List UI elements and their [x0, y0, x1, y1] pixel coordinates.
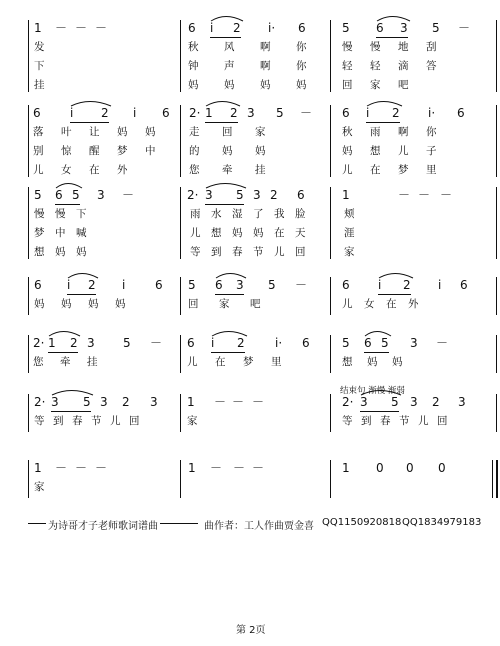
lyric-char: 女 — [364, 298, 375, 310]
slur — [211, 329, 249, 337]
slur — [205, 99, 242, 107]
note: 5 — [381, 336, 389, 350]
lyric-char: 想 — [211, 227, 222, 239]
note: 1 — [188, 461, 196, 475]
lyric-char: 发 — [34, 41, 45, 53]
lyric-char: 中 — [145, 145, 156, 157]
footer-credit: 为诗哥才子老师歌词谱曲 — [46, 517, 160, 532]
lyric-char: 惊 — [61, 145, 72, 157]
lyric-char: 节 — [399, 415, 410, 427]
note: － — [95, 21, 108, 35]
note: 6 — [376, 21, 384, 35]
lyric-char: 啊 — [260, 41, 271, 53]
barline — [180, 277, 181, 315]
note: i — [210, 21, 214, 35]
lyric-char: 儿 — [187, 356, 198, 368]
note: － — [295, 278, 308, 292]
lyric-char: 儿 — [398, 145, 409, 157]
slur — [210, 14, 245, 22]
barline — [330, 105, 331, 177]
lyric-char: 下 — [76, 208, 87, 220]
barline — [330, 335, 331, 373]
note: 6 — [215, 278, 223, 292]
lyric-char: 儿 — [418, 415, 429, 427]
lyric-char: 到 — [53, 415, 64, 427]
note: 6 — [187, 336, 195, 350]
note: 6 — [457, 106, 465, 120]
lyric-char: 梦 — [243, 356, 254, 368]
note: i — [70, 106, 74, 120]
note: － — [95, 461, 108, 475]
lyric-char: 在 — [386, 298, 397, 310]
lyric-char: 想 — [370, 145, 381, 157]
lyric-char: 落 — [33, 126, 44, 138]
note: 5 — [72, 188, 80, 202]
lyric-char: 家 — [34, 481, 45, 493]
note: 6 — [460, 278, 468, 292]
barline — [330, 277, 331, 315]
note: 6 — [188, 21, 196, 35]
lyric-char: 下 — [34, 60, 45, 72]
lyric-char: 别 — [33, 145, 44, 157]
note: 3 — [97, 188, 105, 202]
lyric-char: 节 — [253, 246, 264, 258]
note: i· — [275, 336, 283, 350]
note: 1 — [342, 461, 350, 475]
note: 0 — [406, 461, 414, 475]
barline — [28, 460, 29, 498]
lyric-char: 牵 — [60, 356, 71, 368]
barline — [180, 394, 181, 432]
lyric-char: 梦 — [398, 164, 409, 176]
barline — [496, 20, 497, 92]
lyric-char: 子 — [426, 145, 437, 157]
lyric-char: 家 — [370, 79, 381, 91]
lyric-char: 梦 — [34, 227, 45, 239]
note: － — [458, 21, 471, 35]
slur — [70, 99, 113, 107]
lyric-char: 地 — [398, 41, 409, 53]
barline — [180, 187, 181, 259]
note: 0 — [376, 461, 384, 475]
note: i — [438, 278, 442, 292]
note: － — [55, 461, 68, 475]
beam-underline — [364, 352, 389, 353]
beam-underline — [366, 122, 400, 123]
slur — [48, 329, 82, 337]
barline — [330, 20, 331, 92]
slur — [67, 271, 100, 279]
lyric-char: 妈 — [188, 79, 199, 91]
beam-underline — [55, 204, 80, 205]
barline — [496, 187, 497, 259]
note: － — [210, 461, 223, 475]
lyric-char: 声 — [224, 60, 235, 72]
lyric-char: 你 — [296, 60, 307, 72]
note: － — [436, 336, 449, 350]
note: － — [300, 106, 313, 120]
lyric-char: 女 — [61, 164, 72, 176]
lyric-char: 儿 — [342, 164, 353, 176]
note: 3 — [410, 395, 418, 409]
lyric-char: 梦 — [117, 145, 128, 157]
note: 5 — [83, 395, 91, 409]
footer-qq2: QQ1834979183 — [402, 517, 482, 528]
lyric-char: 妈 — [224, 79, 235, 91]
note: 2 — [237, 336, 245, 350]
lyric-char: 在 — [215, 356, 226, 368]
note: － — [440, 188, 453, 202]
slur — [376, 14, 412, 22]
note: i — [366, 106, 370, 120]
note: － — [232, 395, 245, 409]
lyric-char: 妈 — [115, 298, 126, 310]
lyric-char: 刮 — [426, 41, 437, 53]
lyric-char: 挂 — [255, 164, 266, 176]
slur — [55, 181, 84, 189]
page-number: 第 2页 — [236, 625, 266, 636]
note: 3 — [150, 395, 158, 409]
barline — [180, 460, 181, 498]
lyric-char: 儿 — [274, 246, 285, 258]
beam-underline — [215, 294, 244, 295]
note: 5 — [236, 188, 244, 202]
lyric-char: 家 — [255, 126, 266, 138]
lyric-char: 慢 — [370, 41, 381, 53]
note: 5 — [123, 336, 131, 350]
lyric-char: 春 — [72, 415, 83, 427]
slur — [364, 329, 393, 337]
note: i· — [268, 21, 276, 35]
lyric-char: 妈 — [88, 298, 99, 310]
note: 6 — [364, 336, 372, 350]
lyric-char: 挂 — [87, 356, 98, 368]
lyric-char: 家 — [187, 415, 198, 427]
note: － — [418, 188, 431, 202]
lyric-char: 了 — [253, 208, 264, 220]
lyric-char: 您 — [189, 164, 200, 176]
beam-underline — [378, 294, 411, 295]
note: 3 — [51, 395, 59, 409]
note: i· — [428, 106, 436, 120]
note: 6 — [162, 106, 170, 120]
note: 6 — [302, 336, 310, 350]
lyric-char: 回 — [188, 298, 199, 310]
beam-underline — [205, 122, 238, 123]
lyric-char: 妈 — [117, 126, 128, 138]
note: 3 — [360, 395, 368, 409]
barline — [496, 277, 497, 315]
beam-underline — [70, 122, 109, 123]
lyric-char: 湿 — [232, 208, 243, 220]
lyric-char: 醒 — [89, 145, 100, 157]
lyric-char: 回 — [295, 246, 306, 258]
note: 6 — [297, 188, 305, 202]
lyric-char: 妈 — [76, 246, 87, 258]
note: 0 — [438, 461, 446, 475]
note: 2· — [342, 395, 354, 409]
lyric-char: 儿 — [33, 164, 44, 176]
beam-underline — [67, 294, 96, 295]
lyric-char: 涯 — [344, 227, 355, 239]
lyric-char: 回 — [129, 415, 140, 427]
note: 2· — [187, 188, 199, 202]
note: 2· — [33, 336, 45, 350]
note: 2 — [122, 395, 130, 409]
note: 3 — [253, 188, 261, 202]
note: 6 — [55, 188, 63, 202]
note: 3 — [458, 395, 466, 409]
lyric-char: 秋 — [342, 126, 353, 138]
lyric-char: 啊 — [260, 60, 271, 72]
note: 1 — [205, 106, 213, 120]
note: 2· — [189, 106, 201, 120]
note: 5 — [342, 336, 350, 350]
lyric-char: 吧 — [250, 298, 261, 310]
lyric-char: 我 — [274, 208, 285, 220]
beam-underline — [360, 411, 399, 412]
note: 5 — [391, 395, 399, 409]
lyric-char: 到 — [361, 415, 372, 427]
lyric-char: 在 — [370, 164, 381, 176]
lyric-char: 妈 — [61, 298, 72, 310]
lyric-char: 脸 — [295, 208, 306, 220]
lyric-char: 走 — [189, 126, 200, 138]
lyric-char: 啊 — [398, 126, 409, 138]
slur — [51, 388, 95, 396]
note: － — [75, 461, 88, 475]
lyric-char: 妈 — [34, 298, 45, 310]
note: － — [122, 188, 135, 202]
lyric-char: 里 — [426, 164, 437, 176]
note: 6 — [33, 106, 41, 120]
lyric-char: 答 — [426, 60, 437, 72]
note: 5 — [188, 278, 196, 292]
lyric-char: 等 — [190, 246, 201, 258]
lyric-char: 的 — [189, 145, 200, 157]
barline — [28, 394, 29, 432]
barline — [28, 20, 29, 92]
beam-underline — [205, 204, 244, 205]
note: 3 — [87, 336, 95, 350]
lyric-char: 妈 — [145, 126, 156, 138]
barline — [496, 394, 497, 432]
beam-underline — [48, 352, 78, 353]
note: 2 — [70, 336, 78, 350]
lyric-char: 风 — [224, 41, 235, 53]
lyric-char: 颊 — [344, 208, 355, 220]
lyric-char: 儿 — [190, 227, 201, 239]
lyric-char: 慢 — [342, 41, 353, 53]
note: 3 — [247, 106, 255, 120]
barline — [180, 20, 181, 92]
lyric-char: 春 — [380, 415, 391, 427]
lyric-char: 中 — [55, 227, 66, 239]
lyric-char: 想 — [342, 356, 353, 368]
note: 3 — [100, 395, 108, 409]
slur — [205, 181, 248, 189]
barline — [330, 460, 331, 498]
beam-underline — [51, 411, 91, 412]
note: i — [67, 278, 71, 292]
note: i — [133, 106, 137, 120]
lyric-char: 慢 — [55, 208, 66, 220]
barline — [180, 335, 181, 373]
lyric-char: 等 — [342, 415, 353, 427]
note: 2 — [432, 395, 440, 409]
lyric-char: 雨 — [370, 126, 381, 138]
lyric-char: 你 — [426, 126, 437, 138]
lyric-char: 轻 — [342, 60, 353, 72]
note: 2 — [233, 21, 241, 35]
lyric-char: 节 — [91, 415, 102, 427]
note: 1 — [34, 21, 42, 35]
lyric-char: 天 — [295, 227, 306, 239]
beam-underline — [210, 37, 241, 38]
note: 2 — [403, 278, 411, 292]
lyric-char: 在 — [274, 227, 285, 239]
note: 6 — [342, 106, 350, 120]
barline — [330, 394, 331, 432]
lyric-char: 家 — [344, 246, 355, 258]
note: 5 — [34, 188, 42, 202]
note: 1 — [34, 461, 42, 475]
lyric-char: 你 — [296, 41, 307, 53]
lyric-char: 秋 — [188, 41, 199, 53]
note: － — [150, 336, 163, 350]
barline — [496, 460, 498, 498]
note: 2 — [230, 106, 238, 120]
slur — [378, 271, 415, 279]
lyric-char: 喊 — [76, 227, 87, 239]
final-barline-thin — [492, 460, 493, 498]
note: － — [398, 188, 411, 202]
barline — [496, 335, 497, 373]
beam-underline — [376, 37, 408, 38]
lyric-char: 挂 — [34, 79, 45, 91]
note: 5 — [268, 278, 276, 292]
note: 3 — [400, 21, 408, 35]
lyric-char: 吧 — [398, 79, 409, 91]
note: i — [378, 278, 382, 292]
lyric-char: 妈 — [392, 356, 403, 368]
note: 1 — [48, 336, 56, 350]
note: 3 — [410, 336, 418, 350]
note: 5 — [342, 21, 350, 35]
lyric-char: 让 — [89, 126, 100, 138]
barline — [330, 187, 331, 259]
note: － — [252, 461, 265, 475]
note: i — [122, 278, 126, 292]
lyric-char: 到 — [211, 246, 222, 258]
lyric-char: 家 — [219, 298, 230, 310]
lyric-char: 妈 — [222, 145, 233, 157]
lyric-char: 妈 — [367, 356, 378, 368]
note: － — [233, 461, 246, 475]
beam-underline — [211, 352, 245, 353]
lyric-char: 水 — [211, 208, 222, 220]
lyric-char: 轻 — [370, 60, 381, 72]
note: 2 — [101, 106, 109, 120]
note: 1 — [342, 188, 350, 202]
note: － — [75, 21, 88, 35]
footer-qq1: QQ1150920818 — [322, 517, 402, 528]
note: － — [252, 395, 265, 409]
note: 6 — [298, 21, 306, 35]
barline — [496, 105, 497, 177]
lyric-char: 外 — [117, 164, 128, 176]
lyric-char: 牵 — [222, 164, 233, 176]
note: i — [211, 336, 215, 350]
note: 5 — [432, 21, 440, 35]
note: 2 — [270, 188, 278, 202]
note: 5 — [276, 106, 284, 120]
note: － — [214, 395, 227, 409]
barline — [28, 335, 29, 373]
barline — [28, 105, 29, 177]
lyric-char: 儿 — [110, 415, 121, 427]
note: 1 — [187, 395, 195, 409]
lyric-char: 在 — [89, 164, 100, 176]
lyric-char: 叶 — [61, 126, 72, 138]
note: 3 — [236, 278, 244, 292]
lyric-char: 妈 — [296, 79, 307, 91]
lyric-char: 妈 — [55, 246, 66, 258]
lyric-char: 妈 — [232, 227, 243, 239]
lyric-char: 外 — [408, 298, 419, 310]
lyric-char: 里 — [271, 356, 282, 368]
footer-composer: 曲作者：工人作曲贾金喜 — [204, 521, 314, 532]
note: 6 — [342, 278, 350, 292]
ending-annotation: 结束句 渐慢 渐弱 — [340, 386, 405, 396]
barline — [28, 277, 29, 315]
slur — [215, 271, 248, 279]
lyric-char: 春 — [232, 246, 243, 258]
note: 6 — [34, 278, 42, 292]
slur — [366, 99, 404, 107]
note: 3 — [205, 188, 213, 202]
lyric-char: 雨 — [190, 208, 201, 220]
lyric-char: 回 — [222, 126, 233, 138]
lyric-char: 钟 — [188, 60, 199, 72]
lyric-char: 您 — [33, 356, 44, 368]
lyric-char: 等 — [34, 415, 45, 427]
lyric-char: 滴 — [398, 60, 409, 72]
barline — [28, 187, 29, 259]
note: 6 — [155, 278, 163, 292]
lyric-char: 妈 — [255, 145, 266, 157]
lyric-char: 妈 — [260, 79, 271, 91]
lyric-char: 妈 — [342, 145, 353, 157]
lyric-char: 妈 — [253, 227, 264, 239]
barline — [180, 105, 181, 177]
lyric-char: 儿 — [342, 298, 353, 310]
lyric-char: 想 — [34, 246, 45, 258]
note: 2 — [392, 106, 400, 120]
note: － — [55, 21, 68, 35]
lyric-char: 慢 — [34, 208, 45, 220]
note: 2 — [88, 278, 96, 292]
note: 2· — [34, 395, 46, 409]
lyric-char: 回 — [342, 79, 353, 91]
lyric-char: 回 — [437, 415, 448, 427]
